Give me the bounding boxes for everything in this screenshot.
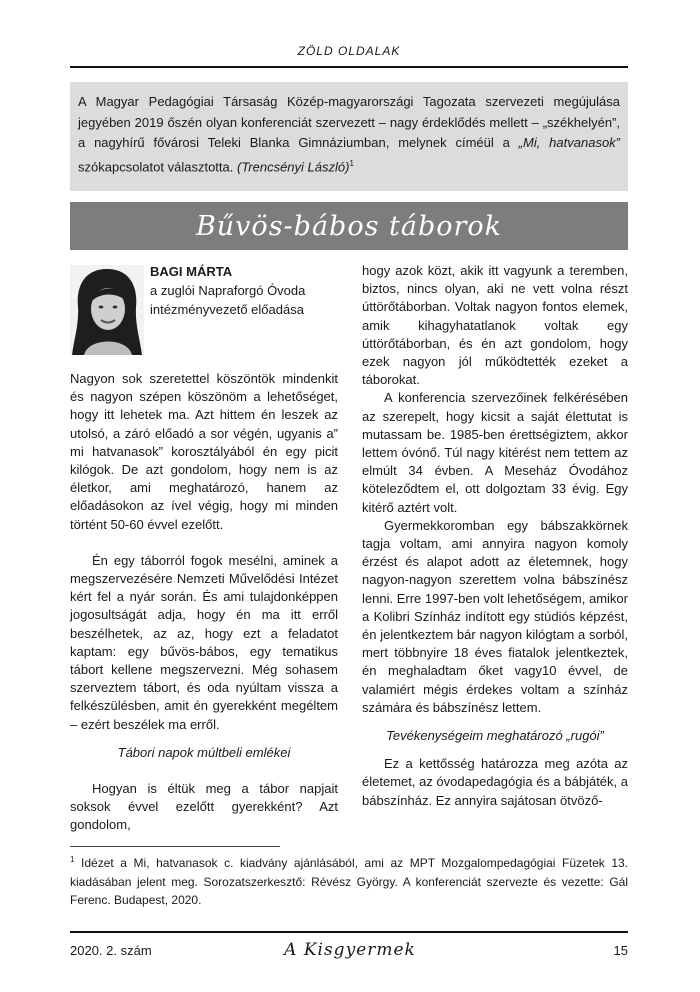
- intro-quote: „Mi, hatvanasok”: [518, 135, 620, 150]
- page-number: 15: [613, 943, 628, 958]
- article-title-bar: [70, 202, 628, 250]
- paragraph: Ez a kettősség határozza meg azóta az életemet, az óvodapedagógia és a bábjáték, a bábszínház. Ez annyira sajátosan ötvöző-: [362, 756, 628, 808]
- author-role: a zuglói Napraforgó Óvoda intézményvezető előadása: [150, 283, 306, 317]
- issue-label: 2020. 2. szám: [70, 943, 152, 958]
- subheading: Tábori napok múltbeli emlékei: [117, 744, 291, 760]
- intro-author: (Trencsényi László): [236, 158, 350, 174]
- paragraph: A konferencia szervezőinek felkérésében az szerepelt, hogy kicsit a saját élettutat is mutassam be. 1985-ben érettségiztem, akkor lettem óvónő. Túl nagy kitérést nem tettem az elmúlt 34 évben. A Meseház Óvodához köteleződtem el, ott dolgoztam 33 évig. Egy kitérő aztért volt.: [362, 390, 628, 515]
- subheading: Tevékenységeim meghatározó „rugói”: [386, 728, 604, 744]
- footnote: $^1$ Idézet a Mi, hatvanasok c. kiadvány ajánlásából, ami az MPT Mozgalompedagógiai Füzetek 13. kiadásában jelent meg. Sorozatszerkesztő: Révész György. A konferenciát szervezte és vezette: Gál Ferenc. Budapest, 2020.: [70, 855, 628, 907]
- footnote-mark: 1: [70, 855, 75, 864]
- running-header: ZÖLD OLDALAK: [297, 44, 401, 58]
- right-column: [362, 262, 628, 810]
- paragraph: Gyermekkoromban egy bábszakkörnek tagja voltam, ami annyira nagyon komoly érzést és alapot adott az életemnek, hogy nagyon-nagyon szerettem volna bábszínész lenni. Erre 1997-ben volt lehetőségem, amikor a Kolibri Színház indított egy stúdiós képzést, én jelentkeztem bár nagyon kilógtam a sorból, mert többnyire 18 éves fiatalok jelentkeztek, én meghaladtam őket vagy10 évvel, de valamiért mégis érdekes voltam a színház számára és bábszínész lettem.: [362, 517, 628, 715]
- article-title: Bűvös-bábos táborok: [195, 210, 503, 242]
- author-photo: [70, 265, 144, 355]
- footer-rule: [70, 931, 628, 933]
- author-name: BAGI MÁRTA: [150, 264, 233, 279]
- left-column: [70, 370, 338, 835]
- paragraph: hogy azok közt, akik itt vagyunk a teremben, biztos, nincs olyan, aki ne vett volna részt úttörőtáborban. Voltak nagyon fontos elemek, amik kihagyhatatlanok voltak egy úttörőtáborban, és én azt gondolom, hogy ezek nagyon jól működtették ezeket a táborokat.: [362, 263, 628, 388]
- author-block: [150, 262, 350, 319]
- paragraph: Én egy táborról fogok mesélni, aminek a megszervezésére Nemzeti Művelődési Intézet kért fel a nyár során. És ami tulajdonképpen jogosultságát adja, hogy én ma itt erről beszélhetek, az az, hogy ezt a feladatot kaptam: egy bűvös-bábos, egy tematikus tábort kellene megszervezni. Még sohasem szerveztem tábort, és oda nyúltam vissza a felkészülésben, amit én gyerekként megéltem – ezért beszélek ma erről.: [70, 552, 338, 732]
- paragraph: Hogyan is éltük meg a tábor napjait soksok évvel ezelőtt gyerekként? Azt gondolom,: [70, 781, 338, 833]
- footnote-rule: [70, 846, 280, 847]
- paragraph: Nagyon sok szeretettel köszöntök mindenkit és nagyon szépen köszönöm a lehetőséget, hogy itt lehetek ma. Azt hittem én leszek az utolsó, a záró előadó a sor végén, ugyanis a” mi hatvanasok” korosztályából én egy picit kilógok. De azt gondolom, hogy nem is az életkor, ami meghatározó, hanem az előadásokon az ível végig, hogy mi minden történt 50-60 évvel ezelőtt.: [70, 371, 338, 532]
- header-rule: [70, 66, 628, 68]
- intro-box: [70, 82, 628, 191]
- intro-text: A Magyar Pedagógiai Társaság Közép-magyarországi Tagozata szervezeti megújulása jegyében 2019 őszén olyan konferenciát szervezett – nagy érdeklődés mellett – „székhelyén”, a nagyhírű fővárosi Teleki Blanka Gimnáziumban, melynek címéül a „Mi, hatvanasok” szókapcsolatot választotta. (Trencsényi László)$^1$: [78, 94, 620, 174]
- footnote-ref[interactable]: 1: [349, 158, 354, 168]
- journal-name: A Kisgyermek: [284, 940, 416, 960]
